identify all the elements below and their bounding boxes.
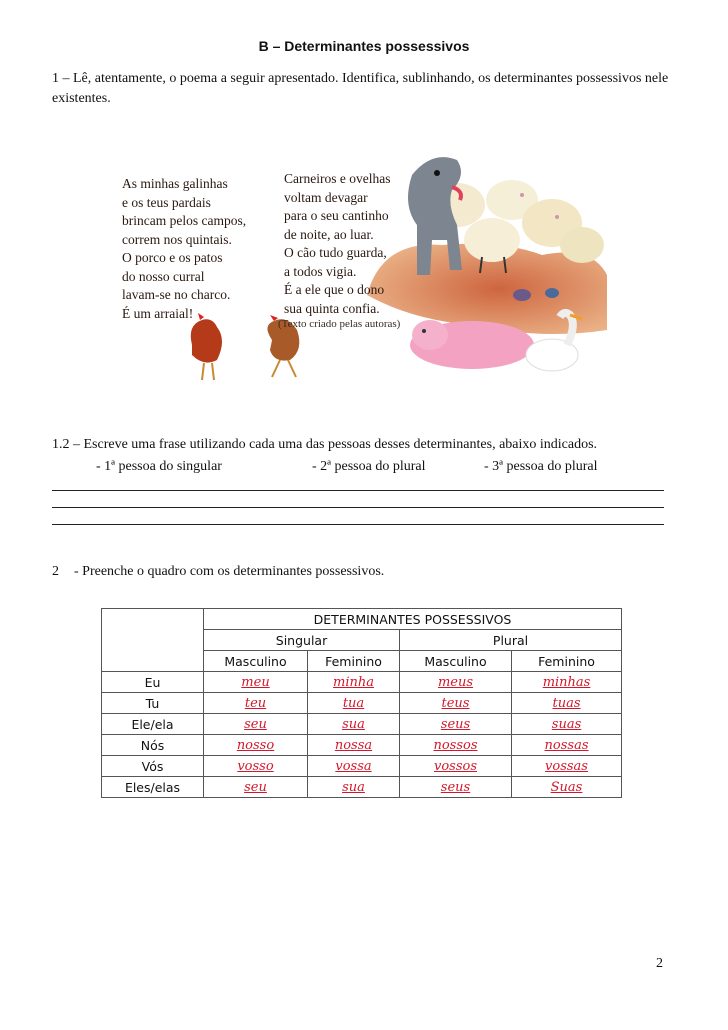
- question-number: 2: [52, 564, 59, 579]
- person-cell: Eles/elas: [102, 777, 204, 798]
- person-item: - 1ª pessoa do singular: [96, 459, 222, 474]
- column-header: Masculino: [204, 651, 308, 672]
- answer-cell[interactable]: seu: [204, 714, 308, 735]
- answer-cell[interactable]: seus: [400, 714, 512, 735]
- answer-cell[interactable]: seu: [204, 777, 308, 798]
- table-row: [102, 693, 622, 714]
- answer-line[interactable]: [52, 524, 664, 525]
- page-number: 2: [656, 956, 663, 971]
- plural-header: Plural: [400, 630, 622, 651]
- table-row: [102, 756, 622, 777]
- person-cell: Vós: [102, 756, 204, 777]
- answer-cell[interactable]: nossa: [308, 735, 400, 756]
- page-title: B – Determinantes possessivos: [258, 38, 470, 54]
- person-item: - 3ª pessoa do plural: [484, 459, 598, 474]
- question-1-text: 1 – Lê, atentamente, o poema a seguir apresentado. Identifica, sublinhando, os determinantes possessivos nele existentes.: [52, 71, 669, 106]
- column-header: Feminino: [308, 651, 400, 672]
- answer-cell[interactable]: teus: [400, 693, 512, 714]
- person-list: [52, 459, 672, 479]
- answer-line[interactable]: [52, 490, 664, 491]
- answer-cell[interactable]: vosso: [204, 756, 308, 777]
- possessives-table: [101, 608, 622, 798]
- answer-line[interactable]: [52, 507, 664, 508]
- person-cell: Ele/ela: [102, 714, 204, 735]
- person-cell: Nós: [102, 735, 204, 756]
- answer-cell[interactable]: minha: [308, 672, 400, 693]
- answer-cell[interactable]: vossas: [512, 756, 622, 777]
- table-title: DETERMINANTES POSSESSIVOS: [204, 609, 622, 630]
- poem-left-stanza: As minhas galinhas e os teus pardais brincam pelos campos, correm nos quintais. O porco e os patos do nosso curral lavam-se no charco. É um arraial!: [122, 176, 247, 321]
- column-header: Masculino: [400, 651, 512, 672]
- answer-cell[interactable]: tuas: [512, 693, 622, 714]
- answer-cell[interactable]: vossos: [400, 756, 512, 777]
- table-row: [102, 672, 622, 693]
- question-1-2-text: 1.2 – Escreve uma frase utilizando cada uma das pessoas desses determinantes, abaixo indicados.: [52, 437, 598, 452]
- poem-right-stanza: Carneiros e ovelhas voltam devagar para o seu cantinho de noite, ao luar. O cão tudo guarda, a todos vigia. É a ele que o dono sua quinta confia.: [284, 171, 391, 316]
- person-cell: Eu: [102, 672, 204, 693]
- answer-cell[interactable]: nossos: [400, 735, 512, 756]
- singular-header: Singular: [204, 630, 400, 651]
- poem-credit: (Texto criado pelas autoras): [278, 318, 401, 330]
- answer-cell[interactable]: minhas: [512, 672, 622, 693]
- answer-cell[interactable]: seus: [400, 777, 512, 798]
- answer-cell[interactable]: meu: [204, 672, 308, 693]
- table-row: [102, 777, 622, 798]
- table-row: [102, 714, 622, 735]
- answer-cell[interactable]: nossas: [512, 735, 622, 756]
- question-2-instruction: - Preenche o quadro com os determinantes possessivos.: [74, 564, 385, 579]
- hen-icon: [191, 313, 222, 380]
- answer-cell[interactable]: nosso: [204, 735, 308, 756]
- answer-cell[interactable]: tua: [308, 693, 400, 714]
- question-2-text: [52, 564, 384, 580]
- answer-cell[interactable]: meus: [400, 672, 512, 693]
- answer-cell[interactable]: teu: [204, 693, 308, 714]
- answer-cell[interactable]: Suas: [512, 777, 622, 798]
- answer-cell[interactable]: vossa: [308, 756, 400, 777]
- table-corner-cell: [102, 630, 204, 651]
- person-item: - 2ª pessoa do plural: [312, 459, 426, 474]
- person-cell: Tu: [102, 693, 204, 714]
- table-corner-cell: [102, 609, 204, 630]
- answer-cell[interactable]: sua: [308, 777, 400, 798]
- answer-cell[interactable]: suas: [512, 714, 622, 735]
- answer-cell[interactable]: sua: [308, 714, 400, 735]
- column-header: Feminino: [512, 651, 622, 672]
- table-corner-cell: [102, 651, 204, 672]
- table-row: [102, 735, 622, 756]
